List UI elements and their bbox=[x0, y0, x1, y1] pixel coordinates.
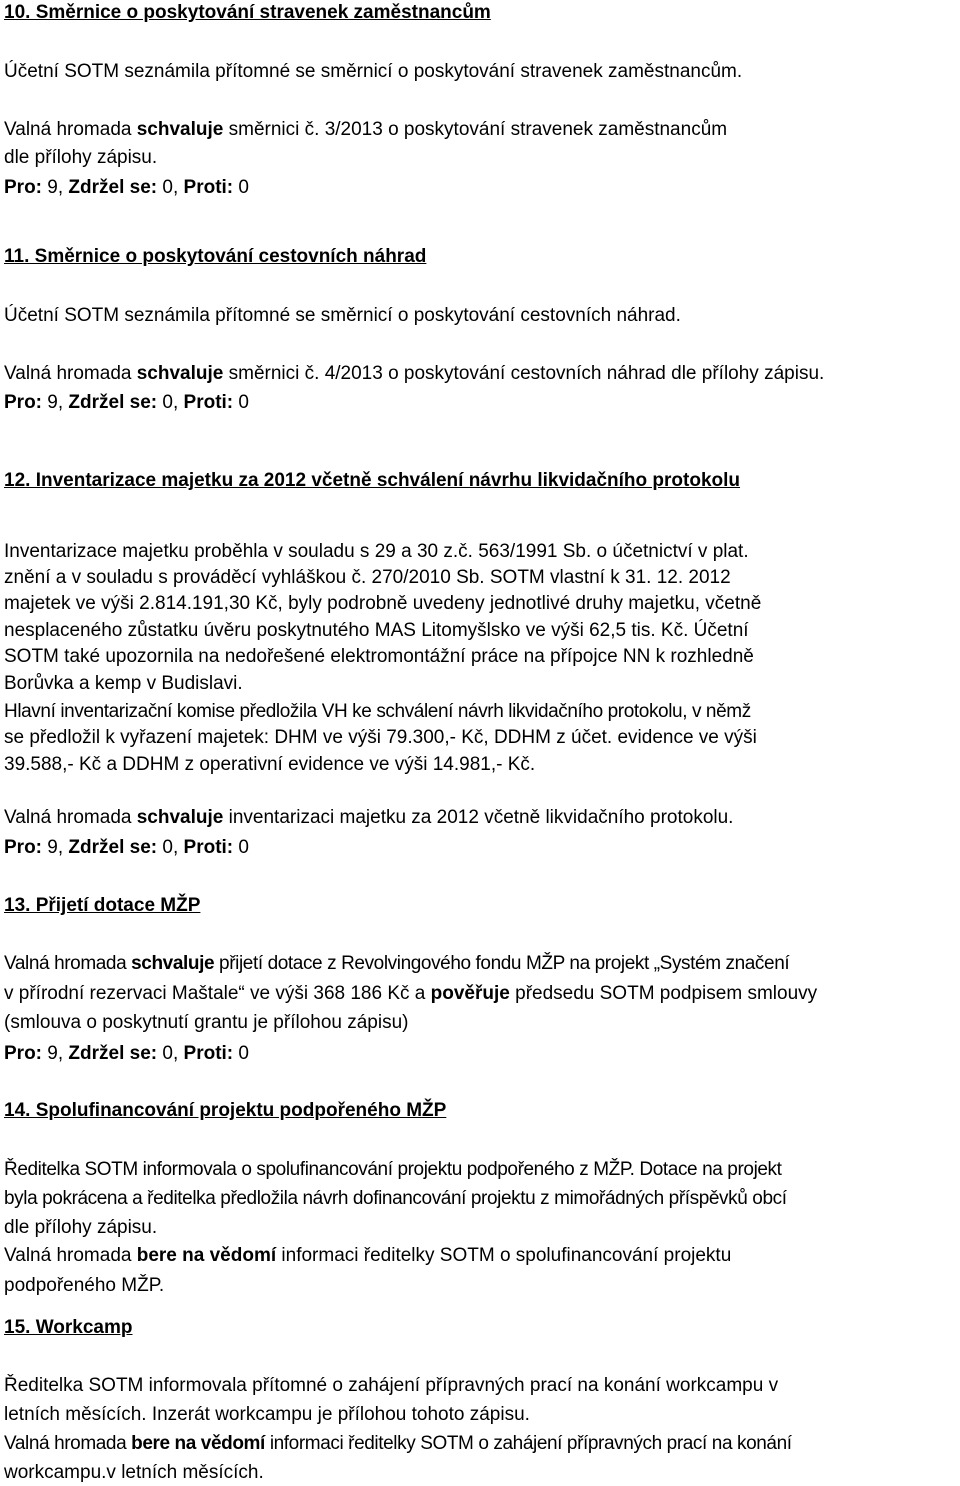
section-10-title: 10. Směrnice o poskytování stravenek zaměstnancům bbox=[4, 2, 491, 23]
section-12-para-line: 39.588,- Kč a DDHM z operativní evidence ve výši 14.981,- Kč. bbox=[4, 754, 536, 775]
section-13-vote: Pro: 9, Zdržel se: 0, Proti: 0 bbox=[4, 1043, 249, 1064]
section-14-title: 14. Spolufinancování projektu podpořeného MŽP bbox=[4, 1100, 447, 1121]
section-12-para-line: Inventarizace majetku proběhla v souladu s 29 a 30 z.č. 563/1991 Sb. o účetnictví v plat. bbox=[4, 541, 749, 562]
section-14-para-line: dle přílohy zápisu. bbox=[4, 1217, 158, 1238]
section-14-resolution-cont: podpořeného MŽP. bbox=[4, 1275, 165, 1296]
section-12-vote: Pro: 9, Zdržel se: 0, Proti: 0 bbox=[4, 837, 249, 858]
section-12-para-line: SOTM také upozornila na nedořešené elektromontážní práce na přípojce NN k rozhledně bbox=[4, 646, 754, 667]
section-11-info: Účetní SOTM seznámila přítomné se směrnicí o poskytování cestovních náhrad. bbox=[4, 305, 681, 326]
section-12-resolution: Valná hromada schvaluje inventarizaci majetku za 2012 včetně likvidačního protokolu. bbox=[4, 807, 734, 828]
section-12-para-line: znění a v souladu s prováděcí vyhláškou č. 270/2010 Sb. SOTM vlastní k 31. 12. 2012 bbox=[4, 567, 731, 588]
section-12-para-line: majetek ve výši 2.814.191,30 Kč, byly podrobně uvedeny jednotlivé druhy majetku, včetně bbox=[4, 593, 762, 614]
section-14-para-line: byla pokrácena a ředitelka předložila návrh dofinancování projektu z mimořádných příspěvků obcí bbox=[4, 1188, 787, 1209]
section-14-para-line: Ředitelka SOTM informovala o spolufinancování projektu podpořeného z MŽP. Dotace na projekt bbox=[4, 1159, 782, 1180]
section-11-vote: Pro: 9, Zdržel se: 0, Proti: 0 bbox=[4, 392, 249, 413]
section-12-para-line: Hlavní inventarizační komise předložila VH ke schválení návrh likvidačního protokolu, v němž bbox=[4, 701, 751, 722]
section-10-vote: Pro: 9, Zdržel se: 0, Proti: 0 bbox=[4, 177, 249, 198]
section-15-resolution-cont: workcampu.v letních měsících. bbox=[4, 1462, 264, 1483]
section-12-para-line: se předložil k vyřazení majetek: DHM ve výši 79.300,- Kč, DDHM z účet. evidence ve výši bbox=[4, 727, 757, 748]
section-15-para-line: Ředitelka SOTM informovala přítomné o zahájení přípravných prací na konání workcampu v bbox=[4, 1375, 779, 1396]
section-14-resolution: Valná hromada bere na vědomí informaci ředitelky SOTM o spolufinancování projektu bbox=[4, 1245, 732, 1266]
section-15-title: 15. Workcamp bbox=[4, 1317, 133, 1338]
section-11-resolution: Valná hromada schvaluje směrnici č. 4/2013 o poskytování cestovních náhrad dle přílohy zápisu. bbox=[4, 363, 825, 384]
section-12-title: 12. Inventarizace majetku za 2012 včetně schválení návrhu likvidačního protokolu bbox=[4, 470, 741, 491]
section-13-title: 13. Přijetí dotace MŽP bbox=[4, 895, 201, 916]
section-13-resolution: Valná hromada schvaluje přijetí dotace z Revolvingového fondu MŽP na projekt „Systém značení bbox=[4, 953, 790, 974]
section-15-resolution: Valná hromada bere na vědomí informaci ředitelky SOTM o zahájení přípravných prací na konání bbox=[4, 1433, 792, 1454]
section-15-para-line: letních měsících. Inzerát workcampu je přílohou tohoto zápisu. bbox=[4, 1404, 530, 1425]
section-12-para-line: Borůvka a kemp v Budislavi. bbox=[4, 673, 243, 694]
section-12-para-line: nesplaceného zůstatku úvěru poskytnutého MAS Litomyšlsko ve výši 62,5 tis. Kč. Účetní bbox=[4, 620, 749, 641]
section-10-info: Účetní SOTM seznámila přítomné se směrnicí o poskytování stravenek zaměstnancům. bbox=[4, 61, 743, 82]
section-10-resolution: Valná hromada schvaluje směrnici č. 3/2013 o poskytování stravenek zaměstnancům bbox=[4, 119, 728, 140]
section-13-note: (smlouva o poskytnutí grantu je přílohou zápisu) bbox=[4, 1012, 409, 1033]
section-10-resolution-cont: dle přílohy zápisu. bbox=[4, 147, 158, 168]
section-11-title: 11. Směrnice o poskytování cestovních náhrad bbox=[4, 246, 427, 267]
section-13-resolution-cont: v přírodní rezervaci Maštale“ ve výši 368 186 Kč a pověřuje předsedu SOTM podpisem smlouvy bbox=[4, 983, 818, 1004]
